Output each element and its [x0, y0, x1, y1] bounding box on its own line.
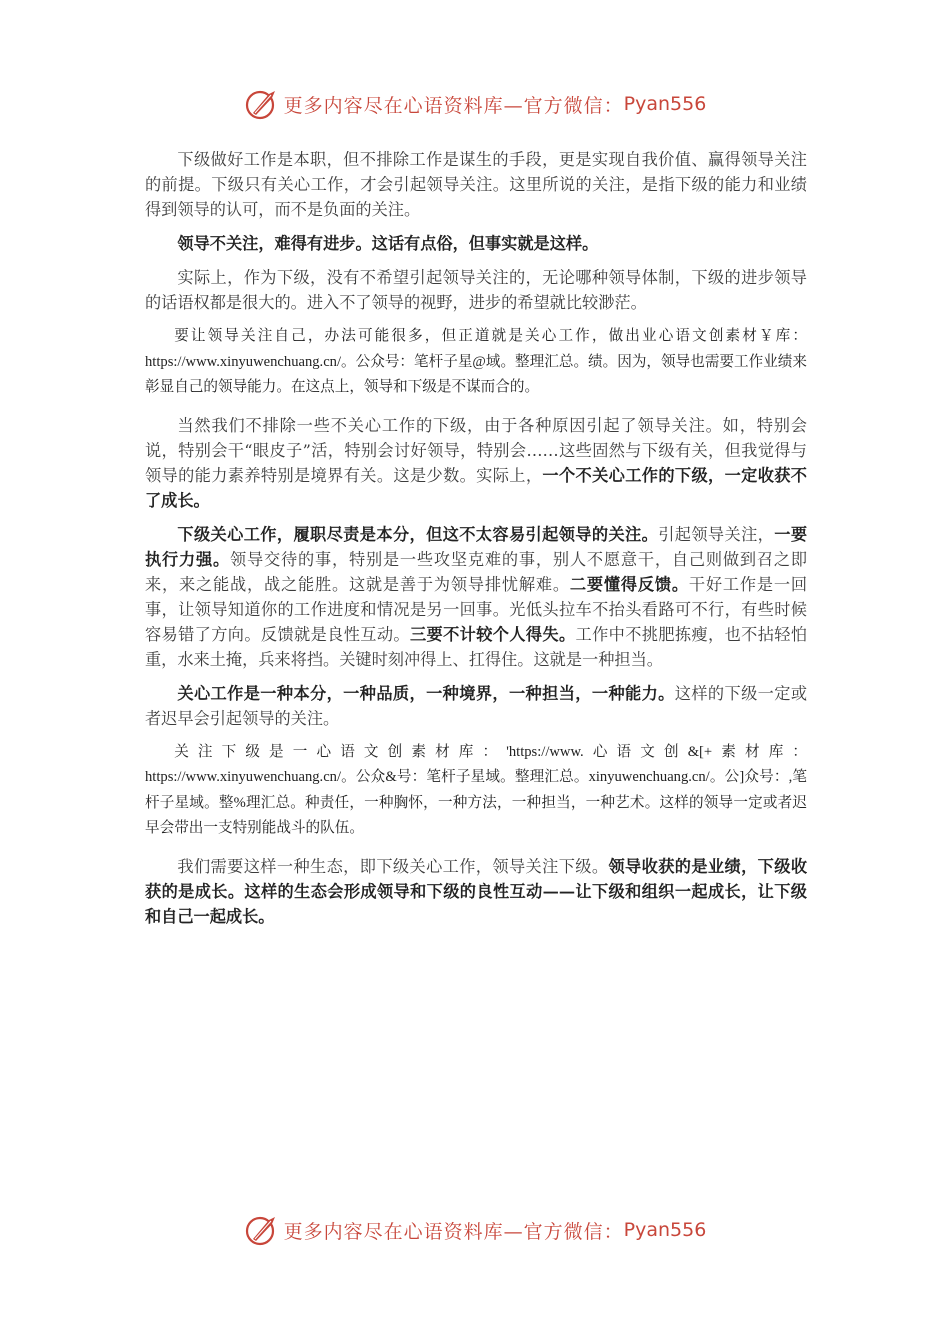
- text-run: 实际上，作为下级，没有不希望引起领导关注的，无论哪种领导体制，下级的进步领导的话语权都是很大的。进入不了领导的视野，进步的希望就比较渺茫。: [145, 268, 807, 312]
- bold-text: 关心工作是一种本分，一种品质，一种境界，一种担当，一种能力。: [177, 683, 675, 703]
- text-run: 要让领导关注自己，办法可能很多，但正道就是关心工作，做出业心语文创素材￥库：https://www.xinyuwenchuang.cn/。公众号：笔杆子星@域。整理汇总。绩。因为，领导也需要工作业绩来彰显自己的领导能力。在这点上，领导和下级是不谋而合的。: [145, 328, 807, 395]
- quill-logo-icon: [244, 1212, 280, 1248]
- text-run: 当然我们不排除一些不关心工作的下级，由于各种原因引起了领导关注。如，特别会说，特别会干“眼皮子”活，特别会讨好领导，特别会……这些固然与下级有关，但我觉得与领导的能力素养特别是境界有关。这是少数。实际上，: [145, 415, 807, 485]
- paragraph: [145, 324, 807, 401]
- bold-text: 二要懂得反馈。: [569, 574, 689, 594]
- text-run: 工作中不挑肥拣瘦，也不拈轻怕重，水来土掩，兵来将挡。关键时刻冲得上、扛得住。这就是一种担当。: [145, 624, 808, 669]
- footer-banner: [0, 1210, 950, 1250]
- paragraph: [145, 147, 807, 222]
- bold-text: 下级关心工作，履职尽责是本分，但这不太容易引起领导的关注。: [177, 524, 659, 544]
- banner-text: 更多内容尽在心语资料库—官方微信：: [283, 94, 624, 117]
- paragraph: [145, 740, 807, 842]
- bold-text: 三要不计较个人得失。: [409, 624, 576, 644]
- text-run: 关注下级是一心语文创素材库：'https://www.心语文创&[+素材库：https://www.xinyuwenchuang.cn/。公众&号：笔杆子星域。整理汇总。xinyuwenchuang.cn/。公]众号：,笔杆子星域。整%理汇总。种责任，一种胸怀，一种方法，一种担当，一种艺术。这样的领导一定或者迟早会带出一支特别能战斗的队伍。: [145, 743, 807, 836]
- text-run: 下级做好工作是本职，但不排除工作是谋生的手段，更是实现自我价值、赢得领导关注的前提。下级只有关心工作，才会引起领导关注。这里所说的关注，是指下级的能力和业绩得到领导的认可，而不是负面的关注。: [145, 150, 807, 219]
- paragraph: [145, 522, 807, 672]
- bold-text: 一要执行力强。: [145, 524, 808, 569]
- quill-logo-icon: [244, 86, 280, 122]
- paragraph: [145, 681, 807, 731]
- banner-text: 更多内容尽在心语资料库—官方微信：: [283, 1220, 624, 1243]
- paragraph: [145, 265, 807, 315]
- bold-text: 一个不关心工作的下级，一定收获不了成长。: [145, 465, 807, 510]
- text-run: 干好工作是一回事，让领导知道你的工作进度和情况是另一回事。光低头拉车不抬头看路可不行，有些时候容易错了方向。反馈就是良性互动。: [145, 574, 808, 644]
- paragraph: [145, 231, 807, 256]
- paragraph: [145, 413, 807, 513]
- text-run: 引起领导关注，: [658, 524, 775, 544]
- paragraph: [145, 854, 807, 929]
- article-body: [145, 147, 807, 938]
- text-run: 领导交待的事，特别是一些攻坚克难的事，别人不愿意干，自己则做到召之即来，来之能战，战之能胜。这就是善于为领导排忧解难。: [145, 549, 808, 594]
- bold-text: 领导收获的是业绩，下级收获的是成长。这样的生态会形成领导和下级的良性互动——让下级和组织一起成长，让下级和自己一起成长。: [145, 856, 808, 926]
- text-run: 我们需要这样一种生态，即下级关心工作，领导关注下级。: [177, 856, 609, 876]
- banner-wechat-id: Pyan556: [623, 1219, 707, 1241]
- header-banner: [0, 84, 950, 124]
- banner-wechat-id: Pyan556: [623, 93, 707, 115]
- text-run: 这样的下级一定或者迟早会引起领导的关注。: [145, 683, 808, 728]
- bold-text: 领导不关注，难得有进步。这话有点俗，但事实就是这样。: [177, 234, 599, 253]
